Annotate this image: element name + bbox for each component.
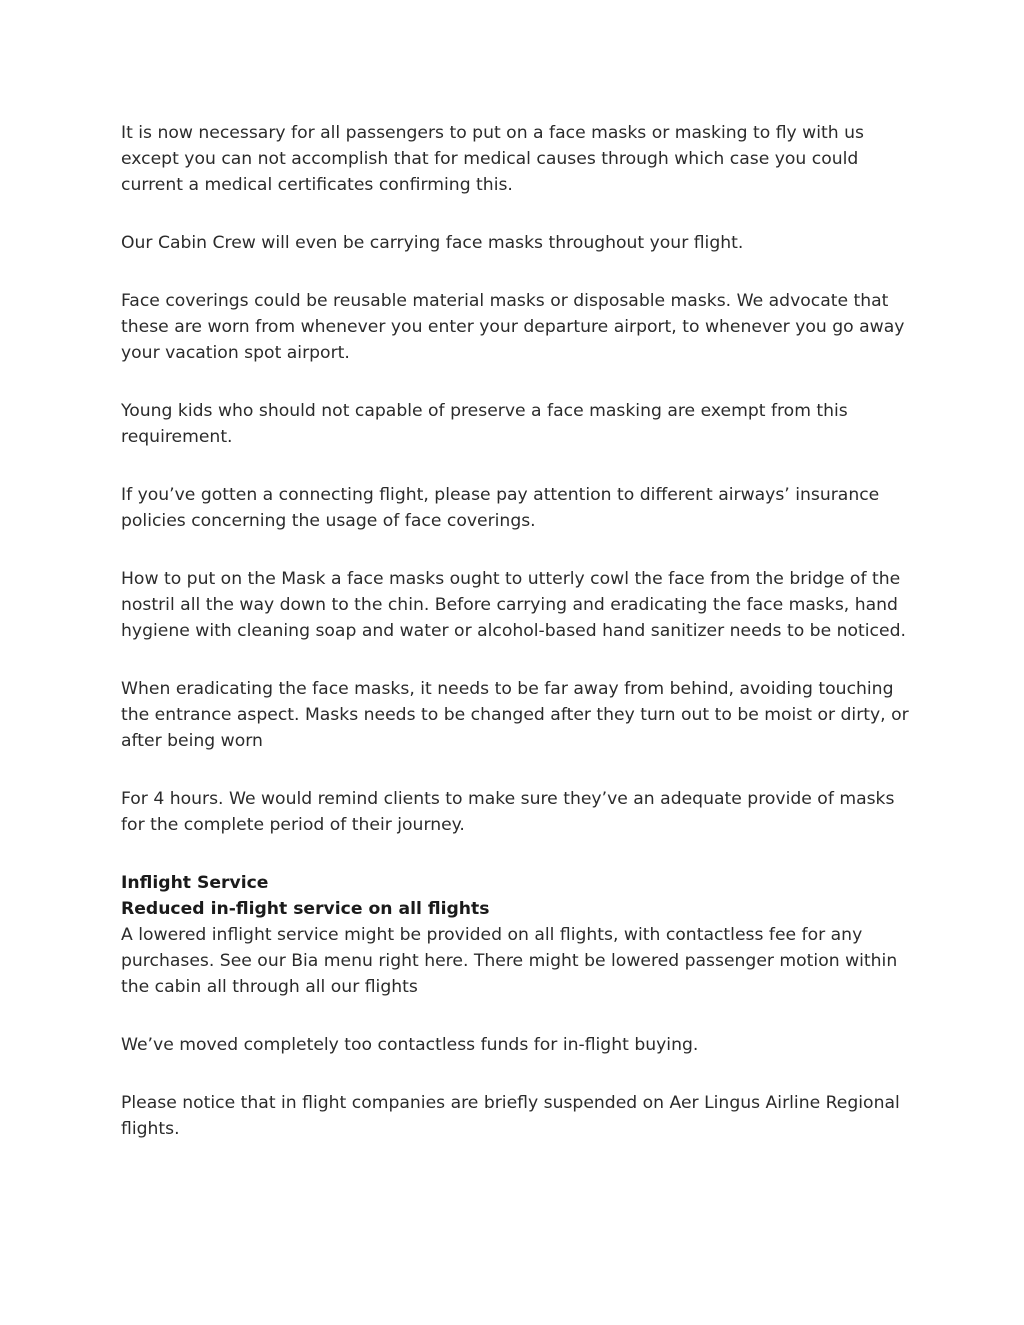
document-page — [121, 120, 911, 1174]
inflight-service-body: A lowered inflight service might be provided on all flights, with contactless fee for any purchases. See our Bia menu right here. There might be lowered passenger motion within the cabin all through all our flights — [121, 925, 898, 997]
inflight-service-heading: Inflight Service — [121, 873, 269, 893]
paragraph-contactless: We’ve moved completely too contactless funds for in-flight buying. — [121, 1035, 699, 1055]
paragraph-how-to-wear: How to put on the Mask a face masks ought to utterly cowl the face from the bridge of the nostril all the way down to the chin. Before carrying and eradicating the face masks, hand hygiene with cleaning soap and water or alcohol-based hand sanitizer needs to be noticed. — [121, 569, 906, 641]
paragraph-cabin-crew: Our Cabin Crew will even be carrying face masks throughout your flight. — [121, 233, 744, 253]
paragraph-young-kids: Young kids who should not capable of preserve a face masking are exempt from this requirement. — [121, 401, 848, 447]
inflight-service-section — [121, 870, 911, 1000]
reduced-service-subheading: Reduced in-flight service on all flights — [121, 899, 490, 919]
paragraph-connecting-flight: If you’ve gotten a connecting flight, please pay attention to different airways’ insurance policies concerning the usage of face coverings. — [121, 485, 880, 531]
paragraph-removing-mask: When eradicating the face masks, it needs to be far away from behind, avoiding touching the entrance aspect. Masks needs to be changed after they turn out to be moist or dirty, or after being worn — [121, 679, 909, 751]
paragraph-mask-requirement: It is now necessary for all passengers to put on a face masks or masking to fly with us except you can not accomplish that for medical causes through which case you could current a medical certificates confirming this. — [121, 123, 864, 195]
paragraph-face-coverings: Face coverings could be reusable material masks or disposable masks. We advocate that these are worn from whenever you enter your departure airport, to whenever you go away your vacation spot airport. — [121, 291, 905, 363]
paragraph-regional-flights: Please notice that in flight companies are briefly suspended on Aer Lingus Airline Regional flights. — [121, 1093, 900, 1139]
paragraph-four-hours: For 4 hours. We would remind clients to make sure they’ve an adequate provide of masks for the complete period of their journey. — [121, 789, 895, 835]
